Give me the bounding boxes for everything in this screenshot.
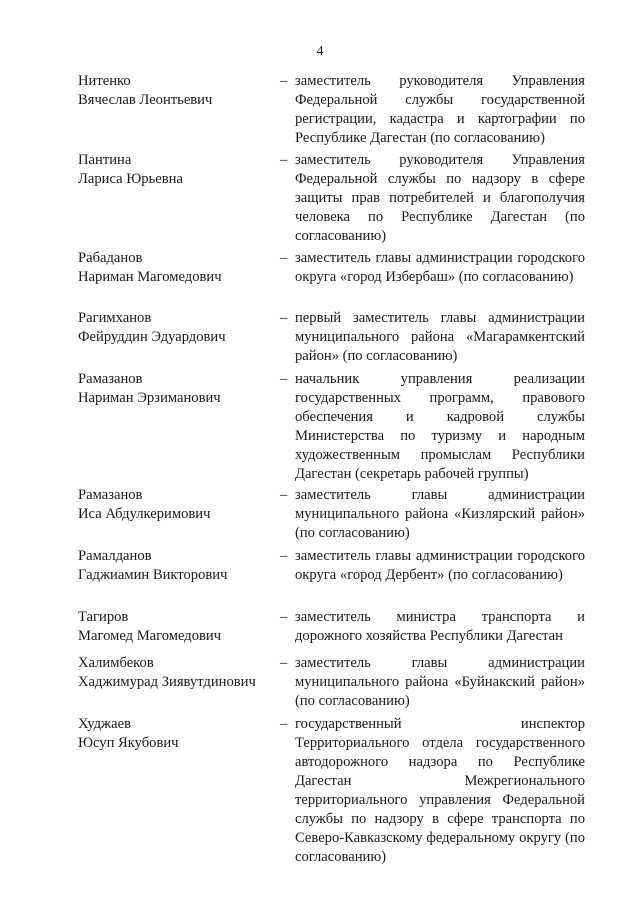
member-surname: Рамалданов	[78, 548, 152, 564]
member-given-name: Лариса Юрьевна	[78, 171, 183, 187]
member-name	[78, 486, 273, 524]
member-surname: Рабаданов	[78, 250, 143, 266]
member-role: первый заместитель главы администрации муниципального района «Магарамкентский район» (по согласованию)	[295, 310, 585, 364]
page-number: 4	[316, 44, 324, 59]
member-name	[78, 608, 273, 646]
member-given-name: Иса Абдулкеримович	[78, 506, 211, 522]
member-given-name: Вячеслав Леонтьевич	[78, 92, 213, 108]
dash-separator: –	[280, 310, 288, 326]
member-role: заместитель руководителя Управления Федеральной службы государственной регистрации, кадастра и картографии по Республике Дагестан (по согласованию)	[295, 73, 585, 146]
member-role: заместитель главы администрации городского округа «город Избербаш» (по согласованию)	[295, 250, 585, 285]
member-surname: Тагиров	[78, 609, 129, 625]
member-role: заместитель руководителя Управления Федеральной службы по надзору в сфере защиты прав потребителей и благополучия человека по Республике Дагестан (по согласованию)	[295, 152, 585, 244]
member-given-name: Нариман Эрзиманович	[78, 390, 221, 406]
dash-separator: –	[280, 609, 288, 625]
member-surname: Нитенко	[78, 73, 131, 89]
member-name	[78, 715, 273, 753]
member-role: начальник управления реализации государственных программ, правового обеспечения и кадровой службы Министерства по туризму и народным художественным промыслам Республики Дагестан (секретарь рабочей группы)	[295, 371, 585, 482]
member-name	[78, 72, 273, 110]
dash-separator: –	[280, 548, 288, 564]
member-surname: Рамазанов	[78, 487, 143, 503]
member-name	[78, 370, 273, 408]
member-surname: Худжаев	[78, 716, 131, 732]
dash-separator: –	[280, 73, 288, 89]
member-name	[78, 249, 273, 287]
member-role: заместитель министра транспорта и дорожного хозяйства Республики Дагестан	[295, 609, 585, 644]
member-given-name: Магомед Магомедович	[78, 628, 222, 644]
member-given-name: Юсуп Якубович	[78, 735, 179, 751]
dash-separator: –	[280, 487, 288, 503]
member-given-name: Хаджимурад Зиявутдинович	[78, 674, 256, 690]
member-name	[78, 654, 273, 692]
member-name	[78, 309, 273, 347]
member-given-name: Гаджиамин Викторович	[78, 567, 228, 583]
member-given-name: Нариман Магомедович	[78, 269, 222, 285]
dash-separator: –	[280, 152, 288, 168]
dash-separator: –	[280, 716, 288, 732]
member-surname: Халимбеков	[78, 655, 154, 671]
member-role: заместитель главы администрации муниципального района «Буйнакский район» (по согласованию)	[295, 655, 585, 709]
dash-separator: –	[280, 371, 288, 387]
member-surname: Пантина	[78, 152, 132, 168]
member-role: заместитель главы администрации городского округа «город Дербент» (по согласованию)	[295, 548, 585, 583]
member-role: заместитель главы администрации муниципального района «Кизлярский район» (по согласованию)	[295, 487, 585, 541]
member-role: государственный инспектор Территориального отдела государственного автодорожного надзора по Республике Дагестан Межрегионального территориального управления Федеральной службы по надзору в сфере транспорта по Северо-Кавказскому федеральному округу (по согласованию)	[295, 716, 585, 865]
member-name	[78, 151, 273, 189]
dash-separator: –	[280, 250, 288, 266]
member-given-name: Фейруддин Эдуардович	[78, 329, 226, 345]
member-surname: Рагимханов	[78, 310, 152, 326]
member-name	[78, 547, 273, 585]
dash-separator: –	[280, 655, 288, 671]
member-surname: Рамазанов	[78, 371, 143, 387]
